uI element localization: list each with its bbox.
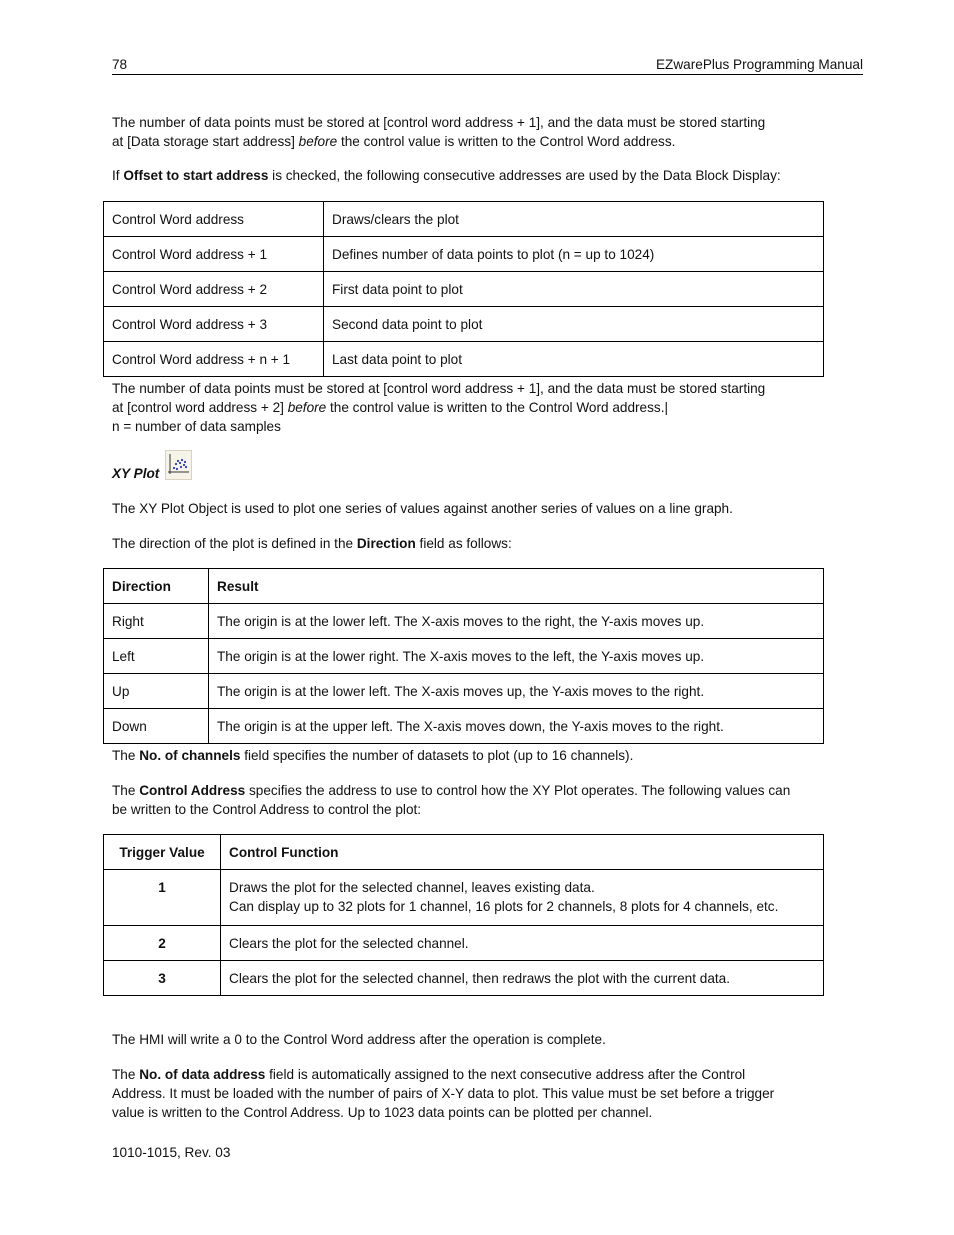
intro-line-1: The number of data points must be stored at [control word address + 1], and the data must be stored starting xyxy=(112,115,766,130)
data-address-paragraph: The No. of data address field is automatically assigned to the next consecutive address after the Control Address. It must be loaded with the number of pairs of X-Y data to plot. This value must be set before a trigger value is written to the Control Address. Up to 1023 data points can be plotted per channel. xyxy=(112,1067,775,1120)
after-table-paragraph xyxy=(112,379,824,436)
result-cell: The origin is at the lower left. The X-axis moves to the right, the Y-axis moves up. xyxy=(209,604,824,639)
description-cell: Defines number of data points to plot (n = up to 1024) xyxy=(324,237,824,272)
header-control-function: Control Function xyxy=(229,845,339,860)
after-table-line-2: at [control word address + 2] before the control value is written to the Control Word address.| xyxy=(112,400,669,415)
manual-title: EZwarePlus Programming Manual xyxy=(655,57,863,72)
trigger-table xyxy=(103,834,824,996)
address-cell: Control Word address + 3 xyxy=(104,307,324,342)
control-function-line: Can display up to 32 plots for 1 channel, 16 plots for 2 channels, 8 plots for 4 channels, etc. xyxy=(229,899,779,914)
xy-plot-title: XY Plot xyxy=(112,466,160,481)
address-cell: Control Word address + 1 xyxy=(104,237,324,272)
address-table xyxy=(103,201,824,377)
intro-paragraph xyxy=(112,113,824,151)
control-function-cell xyxy=(221,870,824,926)
description-cell: First data point to plot xyxy=(324,272,824,307)
xy-plot-description: The XY Plot Object is used to plot one series of values against another series of values on a line graph. xyxy=(112,501,733,516)
header-trigger-value: Trigger Value xyxy=(119,845,205,860)
address-cell: Control Word address + 2 xyxy=(104,272,324,307)
description-cell: Second data point to plot xyxy=(324,307,824,342)
address-table-row xyxy=(104,342,824,377)
description-cell: Draws/clears the plot xyxy=(324,202,824,237)
trigger-value-cell xyxy=(104,870,221,926)
address-cell: Control Word address xyxy=(104,202,324,237)
trigger-table-header xyxy=(104,835,824,870)
control-function-line: Clears the plot for the selected channel. xyxy=(229,936,469,951)
control-function-line: Clears the plot for the selected channel, then redraws the plot with the current data. xyxy=(229,971,730,986)
direction-paragraph: The direction of the plot is defined in the Direction field as follows: xyxy=(112,536,512,551)
intro-line-2: at [Data storage start address] before the control value is written to the Control Word address. xyxy=(112,134,676,149)
control-function-cell xyxy=(221,961,824,996)
control-function-cell xyxy=(221,926,824,961)
direction-table-row xyxy=(104,709,824,744)
address-table-row xyxy=(104,237,824,272)
description-cell: Last data point to plot xyxy=(324,342,824,377)
direction-table-row xyxy=(104,674,824,709)
control-address-paragraph: The Control Address specifies the address to use to control how the XY Plot operates. The following values can be written to the Control Address to control the plot: xyxy=(112,783,791,817)
hmi-paragraph: The HMI will write a 0 to the Control Word address after the operation is complete. xyxy=(112,1032,606,1047)
trigger-value: 1 xyxy=(158,880,166,895)
result-cell: The origin is at the lower left. The X-axis moves up, the Y-axis moves to the right. xyxy=(209,674,824,709)
direction-cell: Up xyxy=(104,674,209,709)
direction-cell: Down xyxy=(104,709,209,744)
page-header xyxy=(112,56,863,75)
trigger-table-row xyxy=(104,870,824,926)
offset-paragraph: If Offset to start address is checked, the following consecutive addresses are used by the Data Block Display: xyxy=(112,168,781,183)
after-table-line-1: The number of data points must be stored at [control word address + 1], and the data must be stored starting xyxy=(112,381,766,396)
address-cell: Control Word address + n + 1 xyxy=(104,342,324,377)
direction-table-row xyxy=(104,639,824,674)
header-direction: Direction xyxy=(112,579,171,594)
trigger-table-row xyxy=(104,961,824,996)
page-footer xyxy=(112,1143,230,1162)
address-table-row xyxy=(104,272,824,307)
after-table-line-3: n = number of data samples xyxy=(112,419,281,434)
channels-paragraph: The No. of channels field specifies the number of datasets to plot (up to 16 channels). xyxy=(112,748,634,763)
trigger-value: 3 xyxy=(158,971,166,986)
doc-id: 1010-1015, Rev. 03 xyxy=(112,1145,231,1160)
direction-cell: Right xyxy=(104,604,209,639)
direction-table-row xyxy=(104,604,824,639)
xy-plot-icon xyxy=(165,450,192,480)
result-cell: The origin is at the lower right. The X-axis moves to the left, the Y-axis moves up. xyxy=(209,639,824,674)
trigger-value-cell xyxy=(104,926,221,961)
direction-table xyxy=(103,568,824,744)
address-table-row xyxy=(104,307,824,342)
control-function-line: Draws the plot for the selected channel, leaves existing data. xyxy=(229,880,595,895)
header-result: Result xyxy=(217,579,259,594)
trigger-table-row xyxy=(104,926,824,961)
page-number: 78 xyxy=(112,57,128,72)
result-cell: The origin is at the upper left. The X-axis moves down, the Y-axis moves to the right. xyxy=(209,709,824,744)
direction-table-header xyxy=(104,569,824,604)
direction-cell: Left xyxy=(104,639,209,674)
trigger-value: 2 xyxy=(158,936,166,951)
address-table-row xyxy=(104,202,824,237)
xy-plot-heading xyxy=(112,464,824,483)
trigger-value-cell xyxy=(104,961,221,996)
